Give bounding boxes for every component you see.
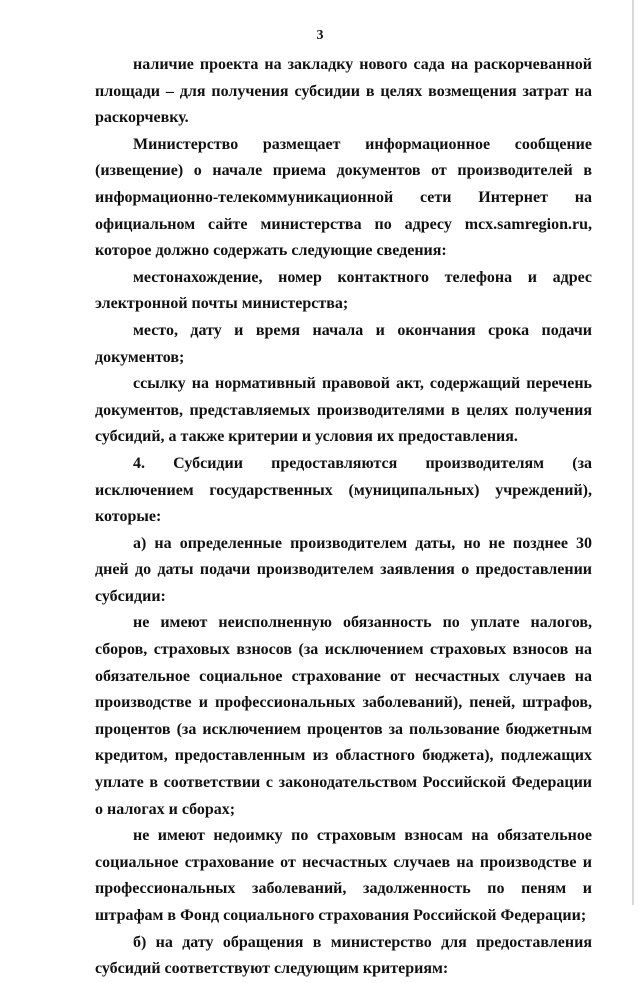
paragraph-section-4: 4. Субсидии предоставляются производителям (за исключением государственных (муниципальных) учреждений), которые:: [95, 454, 592, 526]
paragraph-item-a: а) на определенные производителем даты, но не позднее 30 дней до даты подачи производителем заявления о предоставлении субсидии:: [95, 534, 592, 605]
paragraph-no-insurance-arrears: не имеют недоимку по страховым взносам на обязательное социальное страхование от несчастных случаев на производстве и профессиональных заболеваний, задолженность по пеням и штрафам в Фонд социального страхования Российской Федерации;: [95, 827, 592, 924]
document-body: [95, 52, 592, 983]
paragraph-ministry-notice: Министерство размещает информационное сообщение (извещение) о начале приема документов от производителей в информационно-телекоммуникационной сети Интернет на официальном сайте министерства по адресу mcx.samregion.ru, которое должно содержать следующие сведения:: [95, 135, 592, 260]
page-number: 3: [316, 28, 324, 43]
page-edge-shadow: [632, 0, 634, 905]
paragraph-item-b: б) на дату обращения в министерство для предоставления субсидий соответствуют следующим критериям:: [95, 933, 592, 978]
paragraph-submission-period: место, дату и время начала и окончания срока подачи документов;: [95, 321, 592, 366]
paragraph-no-tax-debt: не имеют неисполненную обязанность по уплате налогов, сборов, страховых взносов (за исключением страховых взносов на обязательное социальное страхование от несчастных случаев на производстве и профессиональных заболеваний), пеней, штрафов, процентов (за исключением процентов за пользование бюджетным кредитом, предоставленным из областного бюджета), подлежащих уплате в соответствии с законодательством Российской Федерации о налогах и сборах;: [95, 614, 592, 818]
paragraph-legal-act-link: ссылку на нормативный правовой акт, содержащий перечень документов, представляемых производителями в целях получения субсидий, а также критерии и условия их предоставления.: [95, 375, 592, 446]
paragraph-new-orchard-project: наличие проекта на закладку нового сада на раскорчеванной площади – для получения субсидии в целях возмещения затрат на раскорчевку.: [95, 56, 592, 127]
paragraph-ministry-contacts: местонахождение, номер контактного телефона и адрес электронной почты министерства;: [95, 268, 592, 313]
